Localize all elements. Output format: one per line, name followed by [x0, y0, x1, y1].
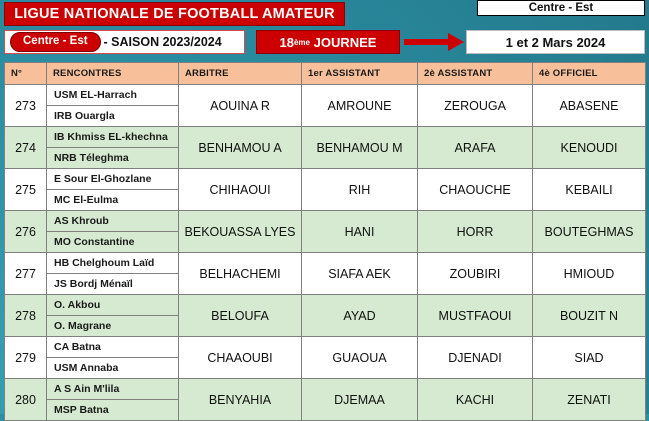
- journee-number: 18: [279, 34, 294, 50]
- cell-assistant2: HORR: [418, 211, 533, 253]
- cell-number: 274: [5, 127, 47, 169]
- cell-away-team: NRB Téleghma: [47, 148, 179, 169]
- cell-home-team: A S Ain M'lila: [47, 379, 179, 400]
- table-row: [5, 85, 646, 106]
- cell-home-team: USM EL-Harrach: [47, 85, 179, 106]
- cell-assistant2: MUSTFAOUI: [418, 295, 533, 337]
- table-row: [5, 295, 646, 316]
- league-title-banner: [4, 2, 345, 26]
- journee-badge: [256, 30, 400, 54]
- cell-assistant1: DJEMAA: [302, 379, 418, 421]
- cell-assistant2: ARAFA: [418, 127, 533, 169]
- cell-number: 277: [5, 253, 47, 295]
- table-header-row: [5, 63, 646, 85]
- cell-assistant2: ZOUBIRI: [418, 253, 533, 295]
- group-label-top-text: Centre - Est: [528, 2, 594, 14]
- header-assistant1: 1er ASSISTANT: [302, 63, 418, 85]
- group-season-box: [4, 30, 245, 54]
- cell-home-team: CA Batna: [47, 337, 179, 358]
- cell-officiel4: HMIOUD: [533, 253, 646, 295]
- header-n: N°: [5, 63, 47, 85]
- fixtures-table-body: [5, 85, 646, 421]
- group-pill: Centre - Est: [10, 32, 101, 52]
- season-label: - SAISON 2023/2024: [103, 35, 222, 49]
- header-rencontres: RENCONTRES: [47, 63, 179, 85]
- table-row: [5, 127, 646, 148]
- league-title: LIGUE NATIONALE DE FOOTBALL AMATEUR: [14, 6, 335, 22]
- cell-number: 280: [5, 379, 47, 421]
- cell-home-team: HB Chelghoum Laïd: [47, 253, 179, 274]
- cell-assistant1: AMROUNE: [302, 85, 418, 127]
- cell-assistant2: KACHI: [418, 379, 533, 421]
- header-assistant2: 2è ASSISTANT: [418, 63, 533, 85]
- cell-assistant1: GUAOUA: [302, 337, 418, 379]
- table-row: [5, 379, 646, 400]
- cell-assistant1: HANI: [302, 211, 418, 253]
- cell-assistant1: AYAD: [302, 295, 418, 337]
- cell-arbitre: BENHAMOU A: [179, 127, 302, 169]
- cell-number: 273: [5, 85, 47, 127]
- cell-assistant1: RIH: [302, 169, 418, 211]
- cell-arbitre: BELOUFA: [179, 295, 302, 337]
- cell-number: 275: [5, 169, 47, 211]
- cell-number: 279: [5, 337, 47, 379]
- cell-away-team: IRB Ouargla: [47, 106, 179, 127]
- cell-assistant1: BENHAMOU M: [302, 127, 418, 169]
- cell-away-team: O. Magrane: [47, 316, 179, 337]
- cell-officiel4: KENOUDI: [533, 127, 646, 169]
- header-arbitre: ARBITRE: [179, 63, 302, 85]
- group-label-top: [477, 0, 645, 16]
- table-row: [5, 211, 646, 232]
- arrow-right-icon: [404, 30, 466, 54]
- cell-home-team: E Sour El-Ghozlane: [47, 169, 179, 190]
- table-row: [5, 337, 646, 358]
- cell-officiel4: SIAD: [533, 337, 646, 379]
- cell-arbitre: BEKOUASSA LYES: [179, 211, 302, 253]
- cell-assistant2: CHAOUCHE: [418, 169, 533, 211]
- match-dates-box: [466, 30, 645, 54]
- journee-label: JOURNEE: [313, 34, 377, 50]
- cell-assistant1: SIAFA AEK: [302, 253, 418, 295]
- cell-officiel4: KEBAILI: [533, 169, 646, 211]
- cell-officiel4: BOUTEGHMAS: [533, 211, 646, 253]
- cell-away-team: JS Bordj Ménaïl: [47, 274, 179, 295]
- cell-number: 278: [5, 295, 47, 337]
- cell-home-team: IB Khmiss EL-khechna: [47, 127, 179, 148]
- cell-number: 276: [5, 211, 47, 253]
- cell-officiel4: ZENATI: [533, 379, 646, 421]
- cell-away-team: MSP Batna: [47, 400, 179, 421]
- cell-officiel4: BOUZIT N: [533, 295, 646, 337]
- cell-away-team: USM Annaba: [47, 358, 179, 379]
- fixtures-table: [4, 62, 646, 421]
- cell-arbitre: CHIHAOUI: [179, 169, 302, 211]
- table-row: [5, 253, 646, 274]
- cell-assistant2: ZEROUGA: [418, 85, 533, 127]
- cell-arbitre: BENYAHIA: [179, 379, 302, 421]
- cell-arbitre: CHAAOUBI: [179, 337, 302, 379]
- cell-home-team: O. Akbou: [47, 295, 179, 316]
- cell-home-team: AS Khroub: [47, 211, 179, 232]
- journee-sup: ème: [293, 37, 310, 47]
- cell-assistant2: DJENADI: [418, 337, 533, 379]
- cell-away-team: MC El-Eulma: [47, 190, 179, 211]
- cell-away-team: MO Constantine: [47, 232, 179, 253]
- table-row: [5, 169, 646, 190]
- match-dates: 1 et 2 Mars 2024: [505, 34, 606, 50]
- cell-officiel4: ABASENE: [533, 85, 646, 127]
- cell-arbitre: BELHACHEMI: [179, 253, 302, 295]
- header-officiel4: 4è OFFICIEL: [533, 63, 646, 85]
- cell-arbitre: AOUINA R: [179, 85, 302, 127]
